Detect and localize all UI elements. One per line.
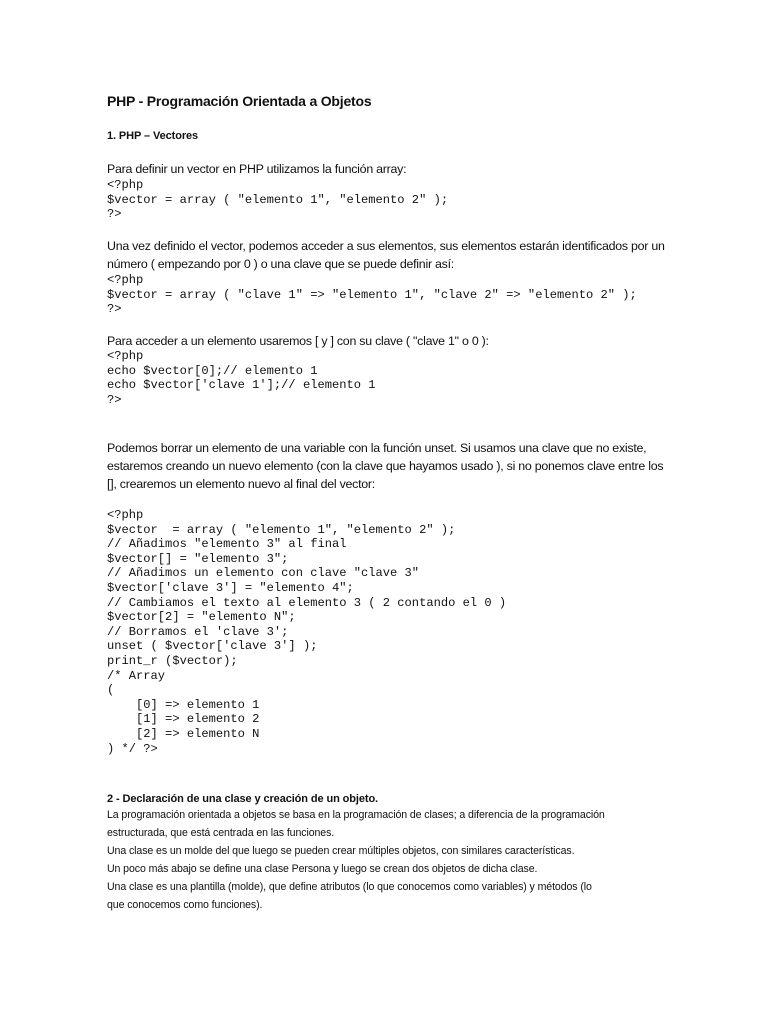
section2-line: estructurada, que está centrada en las funciones. xyxy=(107,827,335,839)
code-block-4: <?php $vector = array ( "elemento 1", "elemento 2" ); // Añadimos "elemento 3" al final $vector[] = "elemento 3"; // Añadimos un elemento con clave "clave 3" $vector['clave 3'] = "elemento 4"; // Cambiamos el texto al elemento 3 ( 2 contando el 0 ) $vector[2] = "elemento N"; // Borramos el 'clave 3'; unset ( $vector['clave 3'] ); print_r ($vector); /* Array ( [0] => elemento 1 [1] => elemento 2 [2] => elemento N ) */ ?> xyxy=(107,508,507,756)
code-block-3: <?php echo $vector[0];// elemento 1 echo $vector['clave 1'];// elemento 1 ?> xyxy=(107,349,376,407)
section2-line: que conocemos como funciones). xyxy=(107,899,263,911)
section1-paragraph-3: Para acceder a un elemento usaremos [ y ] con su clave ( "clave 1" o 0 ): xyxy=(107,334,489,348)
section2-body xyxy=(107,806,667,914)
section2-line: Una clase es una plantilla (molde), que define atributos (lo que conocemos como variables) y métodos (lo xyxy=(107,881,592,893)
section1-paragraph-1: Para definir un vector en PHP utilizamos la función array: xyxy=(107,162,407,176)
section1-paragraph-2: Una vez definido el vector, podemos acceder a sus elementos, sus elementos estarán identificados por un número ( empezando por 0 ) o una clave que se puede definir así: xyxy=(107,239,665,271)
section1-paragraph-4: Podemos borrar un elemento de una variable con la función unset. Si usamos una clave que no existe, estaremos creando un nuevo elemento (con la clave que hayamos usado ), si no ponemos clave entre los [], crearemos un elemento nuevo al final del vector: xyxy=(107,441,664,491)
section2-line: Una clase es un molde del que luego se pueden crear múltiples objetos, con similares características. xyxy=(107,845,575,857)
code-block-1: <?php $vector = array ( "elemento 1", "elemento 2" ); ?> xyxy=(107,178,449,222)
section2-line: Un poco más abajo se define una clase Persona y luego se crean dos objetos de dicha clase. xyxy=(107,863,538,875)
section2-heading: 2 - Declaración de una clase y creación de un objeto. xyxy=(107,793,379,805)
section1-heading: 1. PHP – Vectores xyxy=(107,130,199,142)
document-title: PHP - Programación Orientada a Objetos xyxy=(107,93,372,109)
code-block-2: <?php $vector = array ( "clave 1" => "elemento 1", "clave 2" => "elemento 2" ); ?> xyxy=(107,273,637,317)
section2-line: La programación orientada a objetos se basa en la programación de clases; a diferencia de la programación xyxy=(107,809,605,821)
